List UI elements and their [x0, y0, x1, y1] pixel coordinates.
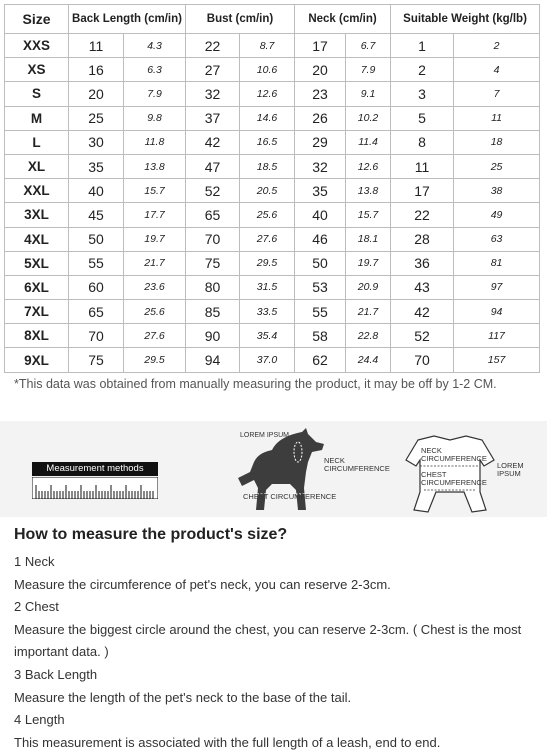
- cell-w-lb: 4: [454, 58, 540, 82]
- cell-w-kg: 8: [391, 130, 454, 154]
- cell-back-in: 13.8: [124, 154, 186, 178]
- cell-bust-cm: 37: [186, 106, 240, 130]
- cell-bust-in: 16.5: [240, 130, 295, 154]
- cell-neck-cm: 58: [295, 324, 346, 348]
- cell-w-kg: 3: [391, 82, 454, 106]
- table-row: [5, 324, 540, 348]
- cell-bust-cm: 27: [186, 58, 240, 82]
- garment-side-label: LOREM IPSUM: [497, 461, 524, 478]
- cell-w-lb: 25: [454, 154, 540, 178]
- cell-neck-in: 13.8: [346, 179, 391, 203]
- cell-neck-in: 15.7: [346, 203, 391, 227]
- table-row: [5, 275, 540, 299]
- cell-neck-cm: 23: [295, 82, 346, 106]
- cell-neck-in: 18.1: [346, 227, 391, 251]
- cell-w-lb: 11: [454, 106, 540, 130]
- cell-bust-in: 25.6: [240, 203, 295, 227]
- ruler-icon: [32, 477, 158, 499]
- cell-bust-cm: 90: [186, 324, 240, 348]
- cell-back-in: 7.9: [124, 82, 186, 106]
- size-chart-table: [4, 4, 540, 373]
- cell-w-kg: 42: [391, 300, 454, 324]
- cell-neck-cm: 46: [295, 227, 346, 251]
- cell-neck-in: 6.7: [346, 34, 391, 58]
- cell-w-lb: 49: [454, 203, 540, 227]
- cell-neck-in: 24.4: [346, 348, 391, 372]
- table-row: [5, 251, 540, 275]
- header-suitable-weight: Suitable Weight (kg/lb): [391, 5, 540, 34]
- cell-size: 9XL: [5, 348, 69, 372]
- table-row: [5, 58, 540, 82]
- cell-back-cm: 50: [69, 227, 124, 251]
- table-row: [5, 106, 540, 130]
- cell-w-lb: 117: [454, 324, 540, 348]
- cell-bust-in: 12.6: [240, 82, 295, 106]
- cell-back-in: 15.7: [124, 179, 186, 203]
- cell-back-cm: 40: [69, 179, 124, 203]
- cell-neck-cm: 26: [295, 106, 346, 130]
- cell-w-lb: 18: [454, 130, 540, 154]
- cell-size: XXL: [5, 179, 69, 203]
- step-description: Measure the biggest circle around the chest, you can reserve 2-3cm. ( Chest is the most important data. ): [14, 621, 522, 660]
- cell-bust-in: 35.4: [240, 324, 295, 348]
- cell-w-kg: 28: [391, 227, 454, 251]
- table-row: [5, 82, 540, 106]
- cell-bust-cm: 65: [186, 203, 240, 227]
- cell-neck-in: 9.1: [346, 82, 391, 106]
- cell-neck-in: 21.7: [346, 300, 391, 324]
- step-description: This measurement is associated with the full length of a leash, end to end.: [14, 734, 441, 750]
- cell-back-in: 27.6: [124, 324, 186, 348]
- cell-neck-cm: 40: [295, 203, 346, 227]
- cell-bust-in: 27.6: [240, 227, 295, 251]
- cell-neck-cm: 53: [295, 275, 346, 299]
- dog-neck-label: NECK CIRCUMFERENCE: [324, 456, 390, 473]
- step-heading: 2 Chest: [14, 599, 59, 615]
- cell-back-in: 21.7: [124, 251, 186, 275]
- cell-bust-cm: 47: [186, 154, 240, 178]
- cell-neck-in: 7.9: [346, 58, 391, 82]
- step-heading: 3 Back Length: [14, 666, 98, 682]
- cell-back-cm: 75: [69, 348, 124, 372]
- cell-back-cm: 45: [69, 203, 124, 227]
- cell-neck-in: 11.4: [346, 130, 391, 154]
- cell-back-in: 17.7: [124, 203, 186, 227]
- cell-w-lb: 63: [454, 227, 540, 251]
- header-neck: Neck (cm/in): [295, 5, 391, 34]
- dog-chest-label: CHEST CIRCUMFERENCE: [243, 492, 337, 501]
- cell-size: XL: [5, 154, 69, 178]
- cell-w-lb: 7: [454, 82, 540, 106]
- cell-back-in: 29.5: [124, 348, 186, 372]
- cell-back-in: 9.8: [124, 106, 186, 130]
- cell-w-kg: 5: [391, 106, 454, 130]
- cell-w-lb: 94: [454, 300, 540, 324]
- measurement-disclaimer: *This data was obtained from manually measuring the product, it may be off by 1-2 CM.: [14, 377, 497, 391]
- cell-bust-cm: 42: [186, 130, 240, 154]
- cell-neck-in: 19.7: [346, 251, 391, 275]
- cell-neck-cm: 55: [295, 300, 346, 324]
- cell-w-kg: 36: [391, 251, 454, 275]
- cell-neck-in: 10.2: [346, 106, 391, 130]
- cell-bust-in: 18.5: [240, 154, 295, 178]
- cell-back-in: 25.6: [124, 300, 186, 324]
- cell-bust-cm: 75: [186, 251, 240, 275]
- cell-neck-cm: 62: [295, 348, 346, 372]
- cell-size: M: [5, 106, 69, 130]
- cell-back-cm: 16: [69, 58, 124, 82]
- cell-w-lb: 81: [454, 251, 540, 275]
- cell-neck-cm: 20: [295, 58, 346, 82]
- table-row: [5, 154, 540, 178]
- table-row: [5, 203, 540, 227]
- cell-w-kg: 2: [391, 58, 454, 82]
- cell-back-cm: 11: [69, 34, 124, 58]
- cell-w-kg: 52: [391, 324, 454, 348]
- table-row: [5, 227, 540, 251]
- measurement-methods-label: Measurement methods: [32, 462, 158, 476]
- cell-neck-cm: 35: [295, 179, 346, 203]
- cell-back-cm: 55: [69, 251, 124, 275]
- header-back-length: Back Length (cm/in): [69, 5, 186, 34]
- cell-size: 4XL: [5, 227, 69, 251]
- cell-back-in: 23.6: [124, 275, 186, 299]
- garment-chest-label: CHEST CIRCUMFERENCE: [421, 470, 487, 487]
- cell-bust-cm: 80: [186, 275, 240, 299]
- cell-neck-cm: 32: [295, 154, 346, 178]
- cell-back-cm: 65: [69, 300, 124, 324]
- step-description: Measure the circumference of pet's neck, you can reserve 2-3cm.: [14, 576, 391, 592]
- step-heading: 4 Length: [14, 712, 65, 728]
- cell-neck-in: 20.9: [346, 275, 391, 299]
- cell-size: L: [5, 130, 69, 154]
- table-row: [5, 300, 540, 324]
- header-bust: Bust (cm/in): [186, 5, 295, 34]
- cell-size: 6XL: [5, 275, 69, 299]
- cell-w-kg: 22: [391, 203, 454, 227]
- cell-w-kg: 70: [391, 348, 454, 372]
- cell-size: 7XL: [5, 300, 69, 324]
- dog-top-label: LOREM IPSUM: [240, 432, 290, 439]
- cell-neck-cm: 50: [295, 251, 346, 275]
- table-row: [5, 348, 540, 372]
- cell-back-cm: 25: [69, 106, 124, 130]
- cell-neck-in: 12.6: [346, 154, 391, 178]
- cell-bust-in: 37.0: [240, 348, 295, 372]
- step-description: Measure the length of the pet's neck to the base of the tail.: [14, 689, 352, 705]
- step-heading: 1 Neck: [14, 554, 55, 569]
- cell-neck-in: 22.8: [346, 324, 391, 348]
- cell-back-in: 11.8: [124, 130, 186, 154]
- cell-back-in: 6.3: [124, 58, 186, 82]
- cell-bust-cm: 52: [186, 179, 240, 203]
- cell-back-cm: 60: [69, 275, 124, 299]
- cell-size: 3XL: [5, 203, 69, 227]
- cell-w-kg: 17: [391, 179, 454, 203]
- cell-size: 5XL: [5, 251, 69, 275]
- cell-bust-in: 8.7: [240, 34, 295, 58]
- cell-bust-in: 29.5: [240, 251, 295, 275]
- garment-neck-label: NECK CIRCUMFERENCE: [421, 446, 487, 463]
- cell-bust-cm: 70: [186, 227, 240, 251]
- cell-back-cm: 20: [69, 82, 124, 106]
- cell-w-lb: 2: [454, 34, 540, 58]
- cell-size: 8XL: [5, 324, 69, 348]
- cell-bust-cm: 22: [186, 34, 240, 58]
- cell-w-kg: 11: [391, 154, 454, 178]
- table-header-row: [5, 5, 540, 34]
- how-to-measure-steps: [14, 551, 534, 754]
- cell-bust-in: 10.6: [240, 58, 295, 82]
- measurement-methods-graphic: [32, 462, 158, 502]
- cell-w-kg: 43: [391, 275, 454, 299]
- cell-w-kg: 1: [391, 34, 454, 58]
- how-to-measure-title: How to measure the product's size?: [14, 526, 288, 543]
- table-row: [5, 34, 540, 58]
- cell-back-cm: 35: [69, 154, 124, 178]
- header-size: Size: [5, 5, 69, 34]
- cell-back-cm: 70: [69, 324, 124, 348]
- cell-back-cm: 30: [69, 130, 124, 154]
- cell-bust-in: 33.5: [240, 300, 295, 324]
- cell-bust-cm: 32: [186, 82, 240, 106]
- cell-neck-cm: 29: [295, 130, 346, 154]
- cell-w-lb: 157: [454, 348, 540, 372]
- cell-size: XS: [5, 58, 69, 82]
- cell-w-lb: 97: [454, 275, 540, 299]
- table-row: [5, 179, 540, 203]
- cell-bust-in: 20.5: [240, 179, 295, 203]
- cell-bust-in: 14.6: [240, 106, 295, 130]
- cell-bust-cm: 85: [186, 300, 240, 324]
- table-row: [5, 130, 540, 154]
- cell-neck-cm: 17: [295, 34, 346, 58]
- cell-bust-in: 31.5: [240, 275, 295, 299]
- cell-back-in: 4.3: [124, 34, 186, 58]
- cell-bust-cm: 94: [186, 348, 240, 372]
- cell-size: S: [5, 82, 69, 106]
- cell-w-lb: 38: [454, 179, 540, 203]
- cell-size: XXS: [5, 34, 69, 58]
- cell-back-in: 19.7: [124, 227, 186, 251]
